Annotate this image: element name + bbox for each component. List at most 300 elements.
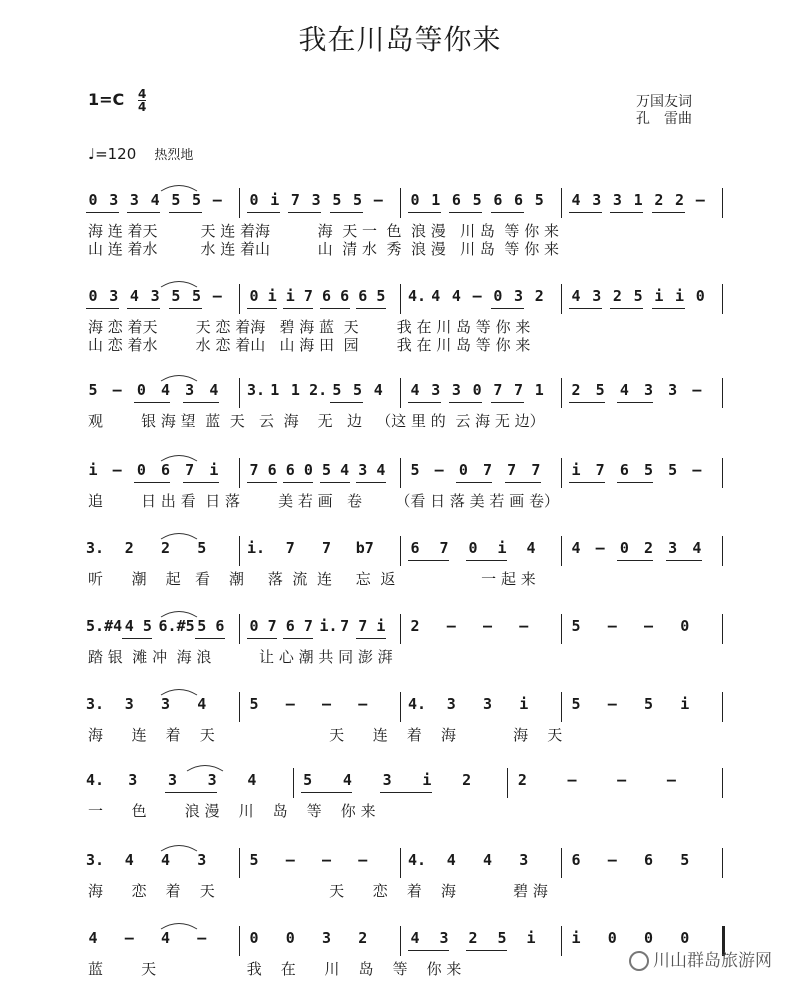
lyric-line: 蓝 天 我 在 川 岛 等 你 来 [88, 960, 462, 978]
beam-line [247, 308, 277, 309]
note: 3 [160, 695, 171, 713]
beam-line [127, 212, 160, 213]
beam-line [356, 482, 386, 483]
note: 4 [124, 617, 134, 635]
note: 2 [358, 929, 368, 947]
note: 5 [171, 191, 181, 209]
note: 0 [468, 539, 478, 557]
bar-line [239, 926, 240, 956]
note: i [376, 617, 386, 635]
note: 2 [534, 287, 544, 305]
bar-line [400, 284, 401, 314]
score-title: 我在川岛等你来 [298, 23, 502, 56]
bar-line [722, 692, 723, 722]
bar-line [561, 614, 562, 644]
beam-line [247, 638, 277, 639]
note: 2 [124, 539, 134, 557]
note: 6 [571, 851, 581, 869]
bar-line [400, 926, 401, 956]
note: 6 [160, 461, 171, 479]
note: 5 [410, 461, 420, 479]
note: 0 [249, 929, 259, 947]
note: 6 [321, 287, 332, 305]
note: 7 [482, 461, 493, 479]
time-signature [138, 88, 146, 113]
note: 3 [109, 287, 119, 305]
note: 3 [446, 695, 456, 713]
note: i [526, 929, 536, 947]
note: 3 [150, 287, 160, 305]
note: 6 [340, 287, 350, 305]
beam-line [569, 402, 605, 403]
note: 4 [160, 851, 171, 869]
beam-line [449, 212, 482, 213]
note: – [124, 929, 134, 947]
beam-line [320, 482, 350, 483]
note: 6 [493, 191, 503, 209]
note: 5 [472, 191, 482, 209]
note: 0 [695, 287, 705, 305]
beam-line [610, 212, 643, 213]
note: 3 [207, 771, 217, 789]
note: i. [247, 539, 266, 557]
note: 7 [303, 287, 313, 305]
note: 3 [185, 381, 195, 399]
bar-line [722, 768, 723, 798]
note: 2 [410, 617, 420, 635]
note: 2 [643, 539, 654, 557]
note: 5 [353, 381, 363, 399]
note: 5 [680, 851, 690, 869]
note: 3 [109, 191, 119, 209]
beam-line [169, 212, 202, 213]
note: 3 [592, 191, 602, 209]
note: 5 [249, 695, 259, 713]
beam-line [466, 950, 507, 951]
note: 0 [680, 929, 690, 947]
watermark [629, 946, 772, 971]
beam-line [127, 308, 160, 309]
note: 6 [451, 191, 461, 209]
beam-line [169, 308, 202, 309]
beam-line [652, 308, 685, 309]
bar-line [561, 926, 562, 956]
note: 3 [482, 695, 493, 713]
note: 3. [86, 851, 105, 869]
note: 3 [643, 381, 654, 399]
note: 5 [376, 287, 386, 305]
beam-line [330, 212, 363, 213]
note: #4 [104, 617, 123, 635]
note: 7 [493, 381, 503, 399]
note: – [643, 617, 654, 635]
note: 7 [507, 461, 517, 479]
note: 3. [247, 381, 266, 399]
note: 5 [571, 617, 581, 635]
note: i. [319, 617, 338, 635]
note: 7 [185, 461, 195, 479]
note: 4 [571, 287, 581, 305]
note: 4 [619, 381, 629, 399]
note: 0 [607, 929, 617, 947]
note: – [617, 771, 627, 789]
bar-line [239, 692, 240, 722]
note: i [571, 461, 581, 479]
note: 5 [321, 461, 332, 479]
note: 3 [451, 381, 461, 399]
beam-line [86, 308, 119, 309]
note: 3. [86, 539, 105, 557]
note: 4 [410, 929, 420, 947]
bar-line [561, 458, 562, 488]
note: 5 [88, 381, 98, 399]
beam-line [301, 792, 353, 793]
note: – [472, 287, 482, 305]
beam-line [356, 638, 386, 639]
note: 5 [197, 617, 207, 635]
note: 0 [249, 287, 259, 305]
note: – [567, 771, 577, 789]
note: 0 [249, 191, 259, 209]
note: 3 [124, 695, 134, 713]
bar-line [400, 458, 401, 488]
beam-line [449, 402, 482, 403]
bar-line [561, 378, 562, 408]
note: 4 [129, 287, 139, 305]
note: 0 [472, 381, 482, 399]
note: 7 [358, 617, 368, 635]
note: 2. [309, 381, 328, 399]
beam-line [569, 212, 602, 213]
note: 7 [290, 191, 300, 209]
bar-line [561, 188, 562, 218]
note: 4 [376, 461, 386, 479]
note: i [209, 461, 219, 479]
note: i [270, 191, 280, 209]
note: i [654, 287, 664, 305]
beam-line [408, 212, 441, 213]
note: 0 [458, 461, 468, 479]
note: 3. [86, 695, 105, 713]
beam-line [283, 308, 313, 309]
note: 6 [285, 461, 295, 479]
bar-line [561, 536, 562, 566]
beam-line [466, 560, 507, 561]
note: – [358, 851, 368, 869]
note: 5. [86, 617, 105, 635]
note: 3 [197, 851, 207, 869]
note: 6 [285, 617, 295, 635]
note: 4. [408, 851, 427, 869]
note: 7 [321, 539, 332, 557]
note: 7 [303, 617, 313, 635]
note: 6 [643, 851, 654, 869]
beam-line [247, 212, 280, 213]
note: 7 [439, 539, 449, 557]
note: 0 [88, 191, 98, 209]
note: 3 [167, 771, 177, 789]
bar-line [722, 848, 723, 878]
note: 3 [668, 381, 678, 399]
note: 0 [88, 287, 98, 305]
note: 2 [571, 381, 581, 399]
note: 2 [517, 771, 527, 789]
note: 2 [675, 191, 685, 209]
note: 7 [249, 461, 259, 479]
note: 1 [633, 191, 643, 209]
note: 7 [514, 381, 524, 399]
slur-arc [159, 530, 199, 540]
note: 2 [468, 929, 478, 947]
note: 6 [410, 539, 420, 557]
note: i [267, 287, 277, 305]
note: – [482, 617, 493, 635]
note: 0 [493, 287, 503, 305]
note: 6 [215, 617, 225, 635]
beam-line [408, 560, 449, 561]
note: 7 [531, 461, 541, 479]
note: – [607, 851, 617, 869]
bar-line [400, 378, 401, 408]
note: 3 [431, 381, 441, 399]
slur-arc [159, 452, 199, 462]
note: i [571, 929, 581, 947]
beam-line [617, 560, 653, 561]
note: 2 [160, 539, 171, 557]
note: i [675, 287, 685, 305]
note: 5 [643, 695, 654, 713]
note: 0 [249, 617, 259, 635]
note: 3 [592, 287, 602, 305]
note: 1 [290, 381, 300, 399]
note: – [112, 461, 122, 479]
bar-line [239, 284, 240, 314]
tempo-marking [88, 144, 193, 163]
note: 0 [136, 381, 146, 399]
bar-line [722, 378, 723, 408]
bar-line [722, 536, 723, 566]
note: 5 [668, 461, 678, 479]
beam-line [247, 482, 277, 483]
beam-line [617, 482, 653, 483]
note: 5 [595, 381, 605, 399]
beam-line [491, 212, 524, 213]
lyric-line: 海 连 着天 天 连 着海 海 天 一 色 浪 漫 川 岛 等 你 来 [88, 222, 559, 240]
note: 4 [197, 695, 207, 713]
slur-arc [159, 608, 199, 618]
slur-arc [159, 372, 199, 382]
note: – [285, 851, 295, 869]
note: 5 [192, 191, 202, 209]
note: 4 [431, 287, 441, 305]
credits [636, 94, 692, 128]
beam-line [652, 212, 685, 213]
beam-line [134, 402, 170, 403]
note: 0 [410, 191, 420, 209]
note: – [692, 461, 702, 479]
lyric-line: 山 连 着水 水 连 着山 山 清 水 秀 浪 漫 川 岛 等 你 来 [88, 240, 559, 258]
wechat-logo-icon [629, 951, 649, 971]
lyric-line: 观 银 海 望 蓝 天 云 海 无 边 （这 里 的 云 海 无 边） [88, 412, 545, 430]
slur-arc [159, 278, 199, 288]
note: – [212, 287, 222, 305]
beam-line [491, 308, 524, 309]
bar-line [400, 848, 401, 878]
note: 5 [197, 539, 207, 557]
bar-line [400, 188, 401, 218]
note: 1 [270, 381, 280, 399]
key-signature: 1=C [88, 90, 125, 109]
note: 4 [692, 539, 702, 557]
note: 4. [408, 287, 427, 305]
note: 4 [124, 851, 134, 869]
note: 7 [340, 617, 350, 635]
note: 4 [446, 851, 456, 869]
beam-line [122, 638, 152, 639]
note: – [692, 381, 702, 399]
bar-line [239, 536, 240, 566]
note: 1 [534, 381, 544, 399]
note: – [373, 191, 383, 209]
beam-line [610, 308, 643, 309]
note: 5 [497, 929, 507, 947]
lyric-line: 听 潮 起 看 潮 落 流 连 忘 返 一 起 来 [88, 570, 536, 588]
note: 4 [160, 929, 171, 947]
beam-line [330, 402, 363, 403]
beam-line [320, 308, 350, 309]
note: 6 [267, 461, 277, 479]
bar-line [239, 458, 240, 488]
beam-line [408, 402, 441, 403]
note: – [321, 695, 332, 713]
lyric-line: 海 恋 着天 天 恋 着海 碧 海 蓝 天 我 在 川 岛 等 你 来 [88, 318, 531, 336]
note: 4 [209, 381, 219, 399]
bar-line [722, 284, 723, 314]
beam-line [283, 638, 313, 639]
note: – [285, 695, 295, 713]
note: 4 [451, 287, 461, 305]
note: 3 [129, 191, 139, 209]
beam-line [283, 482, 313, 483]
watermark-text: 川山群岛旅游网 [653, 951, 772, 971]
note: 4 [340, 461, 350, 479]
bar-line [239, 188, 240, 218]
bar-line [400, 614, 401, 644]
note: – [666, 771, 676, 789]
note: 4 [373, 381, 383, 399]
bar-line [239, 378, 240, 408]
note: 3 [382, 771, 392, 789]
slur-arc [159, 920, 199, 930]
note: i [519, 695, 529, 713]
note: 4 [571, 191, 581, 209]
bar-line [561, 284, 562, 314]
lyric-line: 海 连 着 天 天 连 着 海 海 天 [88, 726, 563, 744]
note: 6. [158, 617, 177, 635]
note: 5 [332, 191, 342, 209]
beam-line [491, 402, 524, 403]
note: 0 [136, 461, 146, 479]
note: i [422, 771, 432, 789]
beam-line [569, 482, 605, 483]
note: 4. [408, 695, 427, 713]
note: 6 [358, 287, 368, 305]
beam-line [456, 482, 492, 483]
lyric-line: 追 日 出 看 日 落 美 若 画 卷 （看 日 落 美 若 画 卷） [88, 492, 559, 510]
note: 4 [150, 191, 160, 209]
note: 4 [410, 381, 420, 399]
beam-line [86, 212, 119, 213]
note: – [595, 539, 605, 557]
slur-arc [185, 762, 225, 772]
note: #5 [176, 617, 195, 635]
note: i [497, 539, 507, 557]
note: 3 [612, 191, 622, 209]
note: – [112, 381, 122, 399]
beam-line [505, 482, 541, 483]
note: 3 [668, 539, 678, 557]
beam-line [380, 792, 432, 793]
note: 7 [595, 461, 605, 479]
beam-line [666, 560, 702, 561]
note: 6 [514, 191, 524, 209]
note: – [446, 617, 456, 635]
note: 7 [285, 539, 295, 557]
beam-line [195, 638, 225, 639]
note: 4 [247, 771, 257, 789]
bar-line [293, 768, 294, 798]
beam-line [617, 402, 653, 403]
note: – [607, 617, 617, 635]
beam-line [408, 950, 449, 951]
bar-line [239, 614, 240, 644]
note: 3 [321, 929, 332, 947]
bar-line [507, 768, 508, 798]
note: – [197, 929, 207, 947]
note: 0 [619, 539, 629, 557]
note: 5 [249, 851, 259, 869]
beam-line [134, 482, 170, 483]
beam-line [356, 308, 386, 309]
note: 5 [633, 287, 643, 305]
bar-line [561, 848, 562, 878]
note: 5 [303, 771, 313, 789]
note: – [358, 695, 368, 713]
note: 5 [534, 191, 544, 209]
bar-line [400, 536, 401, 566]
bar-line [400, 692, 401, 722]
time-signature-bottom: 4 [138, 100, 147, 114]
note: 4 [526, 539, 536, 557]
note: – [519, 617, 529, 635]
note: – [607, 695, 617, 713]
bar-line [239, 848, 240, 878]
note: – [212, 191, 222, 209]
slur-arc [159, 842, 199, 852]
bar-line [722, 188, 723, 218]
lyric-line: 踏 银 滩 冲 海 浪 让 心 潮 共 同 澎 湃 [88, 648, 393, 666]
note: 5 [353, 191, 363, 209]
time-signature-top: 4 [138, 87, 147, 101]
note: 2 [654, 191, 664, 209]
tempo-expression: 热烈地 [154, 148, 194, 163]
note: 4 [160, 381, 171, 399]
note: 3 [514, 287, 524, 305]
note: 5 [643, 461, 654, 479]
note: 4 [571, 539, 581, 557]
bar-line [561, 692, 562, 722]
lyric-line: 海 恋 着 天 天 恋 着 海 碧 海 [88, 882, 548, 900]
